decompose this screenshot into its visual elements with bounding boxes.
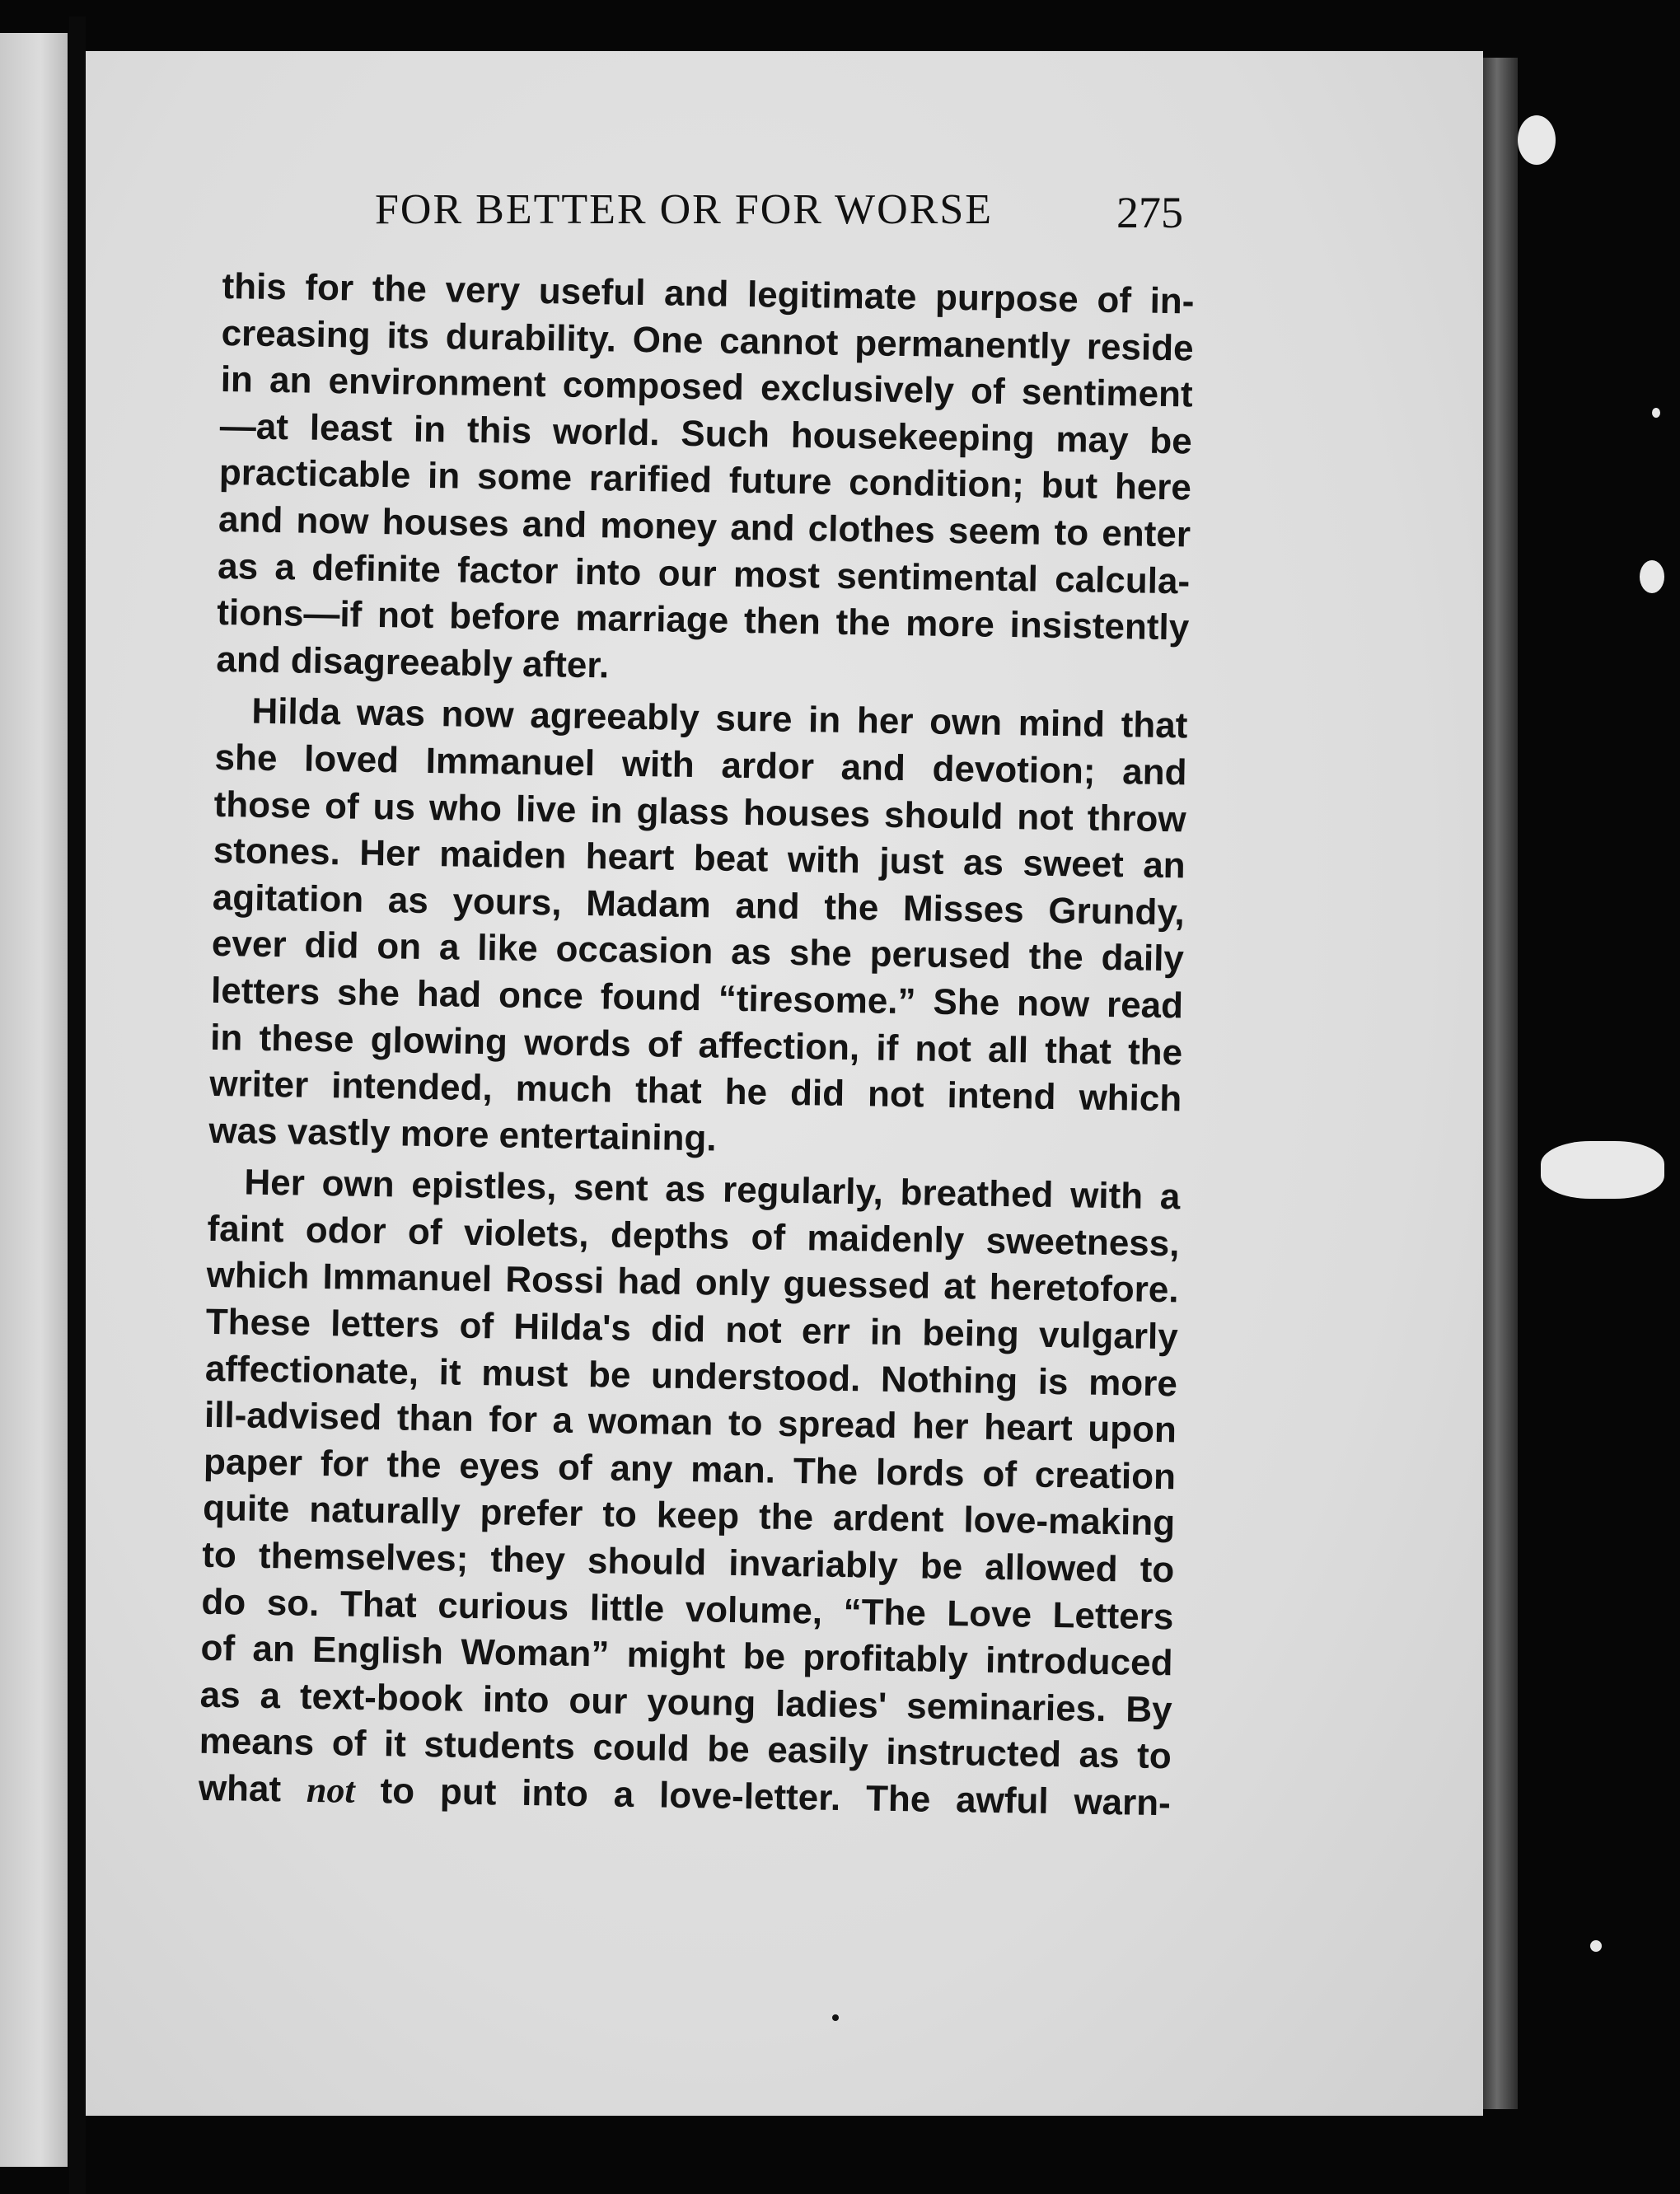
text-line: practicable in some rarified future condition; but here	[218, 452, 1192, 508]
text-line: she loved Immanuel with ardor and devotion; and	[214, 737, 1187, 793]
text-line: do so. That curious little volume, “The Love Letters	[201, 1581, 1174, 1637]
text-line: —at least in this world. Such housekeeping may be	[219, 405, 1193, 462]
text-line: this for the very useful and legitimate purpose of in-	[222, 265, 1195, 322]
text-line: paper for the eyes of any man. The lords of creation	[203, 1441, 1177, 1498]
text-line: of an English Woman” might be profitably introduced	[200, 1628, 1173, 1684]
page-fore-edge	[1483, 58, 1518, 2109]
text-line: quite naturally prefer to keep the ardent love-making	[202, 1488, 1176, 1544]
text-line: in an environment composed exclusively of sentiment	[220, 359, 1194, 415]
text-line: writer intended, much that he did not intend which	[208, 1063, 1182, 1120]
scan-speck	[832, 2014, 839, 2021]
text-line: in these glowing words of affection, if not all that the	[209, 1017, 1183, 1073]
text-line: which Immanuel Rossi had only guessed at heretofore.	[206, 1255, 1179, 1311]
book-gutter	[69, 16, 86, 2194]
page-number: 275	[1116, 188, 1183, 237]
running-header	[375, 185, 1199, 251]
text-line: These letters of Hilda's did not err in being vulgarly	[205, 1301, 1179, 1358]
text-line: as a text-book into our young ladies' seminaries. By	[199, 1674, 1172, 1731]
text-line: Her own epistles, sent as regularly, breathed with a	[244, 1162, 1181, 1218]
facing-page-edge	[0, 33, 68, 2167]
scan-speck	[1518, 115, 1556, 165]
text-line: letters she had once found “tiresome.” She now read	[210, 970, 1184, 1027]
running-title: FOR BETTER OR FOR WORSE	[375, 186, 994, 233]
scan-speck	[1590, 1940, 1602, 1952]
scan-speck	[1640, 560, 1664, 593]
body-text	[198, 264, 1194, 1827]
final-line-start: what	[198, 1767, 307, 1810]
final-line-end: to put into a love-letter. The awful warn-	[354, 1770, 1172, 1824]
text-line: stones. Her maiden heart beat with just as sweet an	[213, 830, 1186, 886]
scan-speck	[1652, 408, 1660, 418]
text-line: and disagreeably after.	[216, 639, 610, 686]
text-line: means of it students could be easily instructed as to	[199, 1721, 1172, 1777]
text-line: those of us who live in glass houses should not throw	[213, 784, 1186, 840]
text-line: as a definite factor into our most sentimental calcula-	[217, 545, 1191, 602]
text-line: Hilda was now agreeably sure in her own mind that	[251, 690, 1188, 746]
text-line: to themselves; they should invariably be allowed to	[201, 1534, 1175, 1591]
italic-word: not	[306, 1769, 356, 1811]
text-line: and now houses and money and clothes seem to enter	[218, 498, 1191, 555]
text-line: was vastly more entertaining.	[208, 1110, 718, 1159]
paragraph	[208, 688, 1188, 1169]
paragraph	[198, 1159, 1180, 1827]
text-line: ill-advised than for a woman to spread her heart upon	[204, 1395, 1177, 1451]
text-line: tions—if not before marriage then the more insistently	[216, 592, 1190, 648]
text-line: creasing its durability. One cannot permanently reside	[221, 312, 1194, 369]
text-line: faint odor of violets, depths of maidenly sweetness,	[207, 1208, 1180, 1265]
text-line: affectionate, it must be understood. Nothing is more	[204, 1348, 1178, 1405]
text-line: ever did on a like occasion as she perused the daily	[211, 924, 1185, 980]
paragraph	[216, 264, 1195, 699]
scan-speck	[1541, 1141, 1664, 1199]
text-line: agitation as yours, Madam and the Misses Grundy,	[212, 877, 1186, 933]
